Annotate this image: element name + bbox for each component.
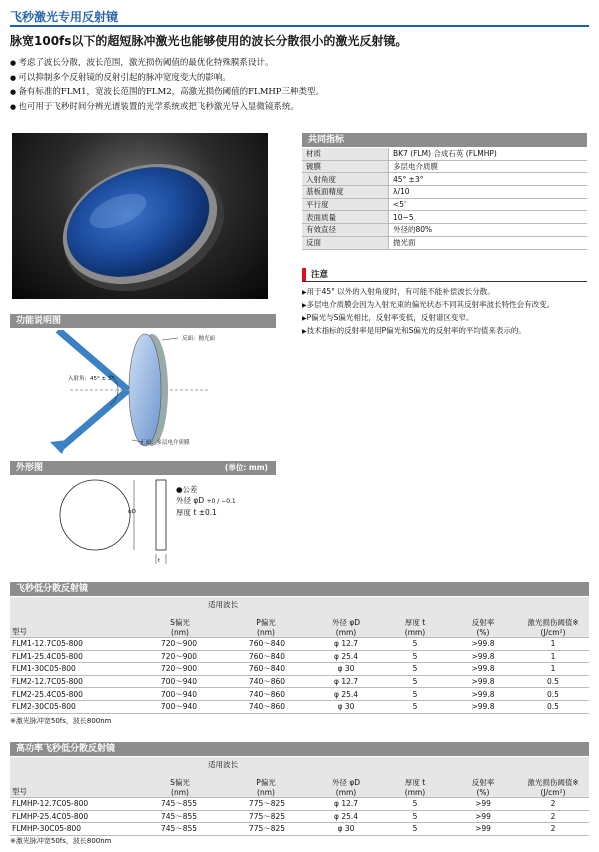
- spec-row: [302, 160, 587, 173]
- table-cell: >99.8: [449, 663, 517, 676]
- table-cell: 775〜825: [223, 823, 311, 836]
- table-cell: 760〜840: [223, 638, 311, 651]
- table-cell: >99.8: [449, 700, 517, 713]
- table-row: [10, 638, 589, 651]
- table-cell: FLMHP-25.4C05-800: [10, 810, 135, 823]
- spec-value: BK7 (FLM) 合成石英 (FLMHP): [389, 148, 588, 160]
- spec-row: [302, 224, 587, 237]
- table-cell: 5: [381, 810, 449, 823]
- tolerance-block: [176, 484, 236, 518]
- table-cell: φ 30: [311, 663, 381, 676]
- note-item: ▶ 用于45° 以外的入射角度时，有可能不能补偿波长分散。: [302, 286, 587, 299]
- table-cell: 740〜860: [223, 688, 311, 701]
- spec-value: 10−5: [389, 211, 588, 224]
- table-row: [10, 650, 589, 663]
- col-thickness: 厚度 t (mm): [381, 597, 449, 638]
- table-cell: 5: [381, 650, 449, 663]
- table-cell: 1: [517, 638, 589, 651]
- table-cell: 775〜825: [223, 810, 311, 823]
- table-cell: 775〜825: [223, 798, 311, 811]
- back-surface-label: 反面：抛光面: [182, 336, 216, 342]
- col-model: 型号: [10, 757, 135, 798]
- table-cell: 745〜855: [135, 810, 223, 823]
- table-cell: 5: [381, 663, 449, 676]
- col-wavelength: 适用波长 S偏光 (nm) P偏光 (nm): [135, 597, 311, 638]
- table-cell: FLM1-12.7C05-800: [10, 638, 135, 651]
- table-cell: 5: [381, 700, 449, 713]
- product-table-1: [10, 597, 589, 714]
- table-cell: FLM2-30C05-800: [10, 700, 135, 713]
- feature-item: ● 可以抑制多个反射镜的反射引起的脉冲宽度变大的影响。: [10, 71, 324, 86]
- headline: 脉宽100fs以下的超短脉冲激光也能够使用的波长分散很小的激光反射镜。: [10, 34, 408, 48]
- table-cell: 745〜855: [135, 823, 223, 836]
- table2-heading: 高功率飞秒低分散反射镜: [10, 742, 589, 756]
- table-cell: φ 25.4: [311, 650, 381, 663]
- table-cell: 1: [517, 650, 589, 663]
- diameter-dim: φD: [128, 509, 136, 515]
- table1-footnote: ※激光脉冲宽50fs，波长800nm: [10, 717, 112, 725]
- table-row: [10, 823, 589, 836]
- tolerance-title: ●公差: [176, 485, 198, 494]
- table-cell: FLM1-30C05-800: [10, 663, 135, 676]
- table-cell: 1: [517, 663, 589, 676]
- col-diameter: 外径 φD (mm): [311, 757, 381, 798]
- table-cell: 5: [381, 675, 449, 688]
- col-reflectance: 反射率 (%): [449, 757, 517, 798]
- spec-key: 材质: [302, 148, 389, 160]
- thickness-dim: t: [158, 558, 161, 564]
- table-cell: FLM2-25.4C05-800: [10, 688, 135, 701]
- table-cell: 740〜860: [223, 675, 311, 688]
- table-row: [10, 700, 589, 713]
- diagram-heading: 功能说明图: [10, 314, 276, 328]
- table-cell: 5: [381, 798, 449, 811]
- table-header-row: [10, 757, 589, 798]
- spec-key: 表面质量: [302, 211, 389, 224]
- table-cell: 720〜900: [135, 663, 223, 676]
- col-damage: 激光损伤阈值※ (J/cm²): [517, 597, 589, 638]
- table-cell: >99: [449, 810, 517, 823]
- col-damage: 激光损伤阈值※ (J/cm²): [517, 757, 589, 798]
- spec-key: 反面: [302, 236, 389, 249]
- product-photo: [12, 133, 268, 299]
- table-cell: FLMHP-12.7C05-800: [10, 798, 135, 811]
- notes-marker: [302, 268, 306, 281]
- front-surface-label: 正面：多层电介质膜: [140, 440, 190, 446]
- table-cell: φ 30: [311, 823, 381, 836]
- table-cell: >99.8: [449, 650, 517, 663]
- tolerance-diameter: 外径 φD +0 / −0.1: [176, 496, 236, 505]
- feature-list: [10, 56, 324, 114]
- note-item: ▶ P偏光与S偏光相比，反射率变低，反射谱区变窄。: [302, 312, 587, 325]
- table-cell: 700〜940: [135, 700, 223, 713]
- col-wavelength: 适用波长 S偏光 (nm) P偏光 (nm): [135, 757, 311, 798]
- table-cell: φ 12.7: [311, 798, 381, 811]
- notes-heading: 注意: [302, 268, 587, 282]
- feature-item: ● 备有标准的FLM1，宽波长范围的FLM2，高激光损伤阈值的FLMHP三种类型。: [10, 85, 324, 100]
- table-cell: >99: [449, 798, 517, 811]
- table-cell: 760〜840: [223, 663, 311, 676]
- table-cell: φ 12.7: [311, 638, 381, 651]
- feature-item: ● 也可用于飞秒时间分辨光谱装置的光学系统或把飞秒激光导入显微镜系统。: [10, 100, 324, 115]
- spec-value: <5': [389, 198, 588, 211]
- function-diagram: [10, 330, 276, 454]
- spec-key: 基板面精度: [302, 186, 389, 199]
- table-cell: >99.8: [449, 638, 517, 651]
- spec-key: 入射角度: [302, 173, 389, 186]
- table-cell: 2: [517, 823, 589, 836]
- table-cell: 700〜940: [135, 688, 223, 701]
- spec-value: 外径的80%: [389, 224, 588, 237]
- spec-key: 有效直径: [302, 224, 389, 237]
- table1-heading: 飞秒低分散反射镜: [10, 582, 589, 596]
- spec-row: [302, 148, 587, 160]
- table-cell: 0.5: [517, 700, 589, 713]
- title-underline: [10, 25, 589, 27]
- spec-row: [302, 186, 587, 199]
- table-cell: >99.8: [449, 675, 517, 688]
- spec-row: [302, 198, 587, 211]
- table-cell: 740〜860: [223, 700, 311, 713]
- spec-value: 45° ±3°: [389, 173, 588, 186]
- table-cell: 5: [381, 823, 449, 836]
- col-diameter: 外径 φD (mm): [311, 597, 381, 638]
- table-header-row: [10, 597, 589, 638]
- col-thickness: 厚度 t (mm): [381, 757, 449, 798]
- angle-label: 入射角：45° ± 3°: [68, 376, 115, 382]
- table-cell: 760〜840: [223, 650, 311, 663]
- table-cell: FLMHP-30C05-800: [10, 823, 135, 836]
- table-row: [10, 798, 589, 811]
- spec-value: λ/10: [389, 186, 588, 199]
- table-row: [10, 663, 589, 676]
- table-cell: FLM2-12.7C05-800: [10, 675, 135, 688]
- table-cell: 0.5: [517, 675, 589, 688]
- spec-heading: 共同指标: [302, 133, 587, 147]
- spec-key: 平行度: [302, 198, 389, 211]
- table-cell: 0.5: [517, 688, 589, 701]
- table-cell: 2: [517, 798, 589, 811]
- table-cell: 720〜900: [135, 650, 223, 663]
- col-reflectance: 反射率 (%): [449, 597, 517, 638]
- table-cell: 700〜940: [135, 675, 223, 688]
- spec-row: [302, 236, 587, 249]
- spec-key: 镀膜: [302, 160, 389, 173]
- spec-table: [302, 148, 587, 250]
- note-item: ▶ 技术指标的反射率是用P偏光和S偏光的反射率的平均值来表示的。: [302, 325, 587, 338]
- table-cell: φ 25.4: [311, 688, 381, 701]
- table-cell: FLM1-25.4C05-800: [10, 650, 135, 663]
- table-cell: φ 12.7: [311, 675, 381, 688]
- table2-footnote: ※激光脉冲宽50fs，波长800nm: [10, 837, 112, 845]
- unit-label: (单位: mm): [224, 463, 268, 472]
- table-row: [10, 675, 589, 688]
- table-cell: 745〜855: [135, 798, 223, 811]
- outline-heading: 外形图 (单位: mm): [10, 461, 276, 475]
- note-item: ▶ 多层电介质膜会因为入射光束的偏光状态不同其反射率波长特性会有改变。: [302, 299, 587, 312]
- spec-value: 多层电介质膜: [389, 160, 588, 173]
- table-cell: 2: [517, 810, 589, 823]
- table-cell: 5: [381, 638, 449, 651]
- page-title: 飞秒激光专用反射镜: [10, 10, 119, 24]
- notes-list: [302, 286, 587, 338]
- table-cell: >99: [449, 823, 517, 836]
- table-row: [10, 810, 589, 823]
- table-cell: φ 25.4: [311, 810, 381, 823]
- table-cell: 720〜900: [135, 638, 223, 651]
- table-cell: >99.8: [449, 688, 517, 701]
- col-model: 型号: [10, 597, 135, 638]
- spec-row: [302, 173, 587, 186]
- outline-drawing: [10, 478, 276, 570]
- feature-item: ● 考虑了波长分散，波长范围，激光损伤阈值的最优化特殊膜系设计。: [10, 56, 324, 71]
- spec-value: 抛光面: [389, 236, 588, 249]
- tolerance-thickness: 厚度 t ±0.1: [176, 508, 217, 517]
- product-table-2: [10, 757, 589, 836]
- table-cell: 5: [381, 688, 449, 701]
- table-row: [10, 688, 589, 701]
- spec-row: [302, 211, 587, 224]
- table-cell: φ 30: [311, 700, 381, 713]
